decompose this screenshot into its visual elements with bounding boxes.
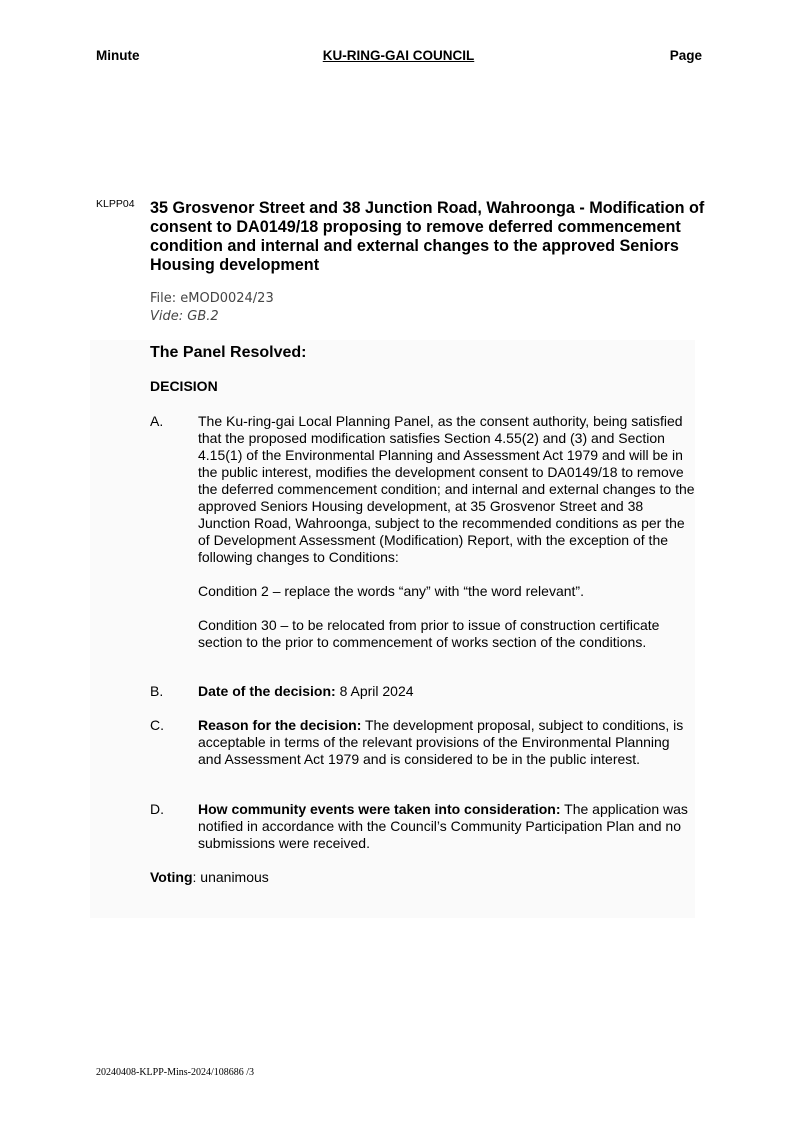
item-letter: D. (150, 801, 164, 817)
resolution-heading: The Panel Resolved: (150, 344, 307, 361)
item-c-text: The development proposal, subject to conditions, is acceptable in terms of the relevant provisions of the Environmental Planning and Assessment Act 1979 and is considered to be in the public interest. (198, 717, 684, 767)
header-minute: Minute (96, 48, 140, 63)
decision-item-a (150, 413, 695, 651)
item-letter: B. (150, 683, 164, 699)
decision-heading: DECISION (150, 378, 218, 394)
item-d-text: The application was notified in accordance with the Council’s Community Participation Plan and no submissions were received. (198, 801, 688, 851)
footer-reference: 20240408-KLPP-Mins-2024/108686 /3 (96, 1067, 255, 1078)
item-letter: C. (150, 717, 164, 733)
header-council-name: KU-RING-GAI COUNCIL (322, 48, 475, 63)
item-c-label: Reason for the decision: (198, 717, 362, 733)
item-code: KLPP04 (96, 198, 135, 210)
vide-reference: Vide: GB.2 (150, 309, 219, 324)
condition-2-text: Condition 2 – replace the words “any” with “the word relevant”. (198, 583, 584, 599)
item-title: 35 Grosvenor Street and 38 Junction Road, Wahroonga - Modification of consent to DA0149/18 proposing to remove deferred commencement condition and internal and external changes to the approved Seniors Housing development (150, 199, 705, 274)
header-page: Page (669, 48, 702, 63)
decision-item-c (150, 717, 695, 768)
decision-item-d (150, 801, 695, 852)
item-letter: A. (150, 413, 164, 429)
item-d-label: How community events were taken into consideration: (198, 801, 561, 817)
decision-item-b (150, 683, 695, 700)
file-number: File: eMOD0024/23 (150, 291, 274, 306)
voting-result: : unanimous (192, 869, 269, 885)
item-a-text: The Ku-ring-gai Local Planning Panel, as the consent authority, being satisfied that the proposed modification satisfies Section 4.55(2) and (3) and Section 4.15(1) of the Environmental Planning and Assessment Act 1979 and will be in the public interest, modifies the development consent to DA0149/18 to remove the deferred commencement condition; and internal and external changes to the approved Seniors Housing development, at 35 Grosvenor Street and 38 Junction Road, Wahroonga, subject to the recommended conditions as per the of Development Assessment (Modification) Report, with the exception of the following changes to Conditions: (198, 413, 695, 565)
voting (150, 869, 269, 885)
item-b-label: Date of the decision: (198, 683, 336, 699)
voting-label: Voting (150, 869, 193, 885)
item-b-text: 8 April 2024 (335, 683, 414, 699)
file-reference (150, 290, 274, 326)
condition-30-text: Condition 30 – to be relocated from prior to issue of construction certificate section to the prior to commencement of works section of the conditions. (198, 617, 660, 650)
